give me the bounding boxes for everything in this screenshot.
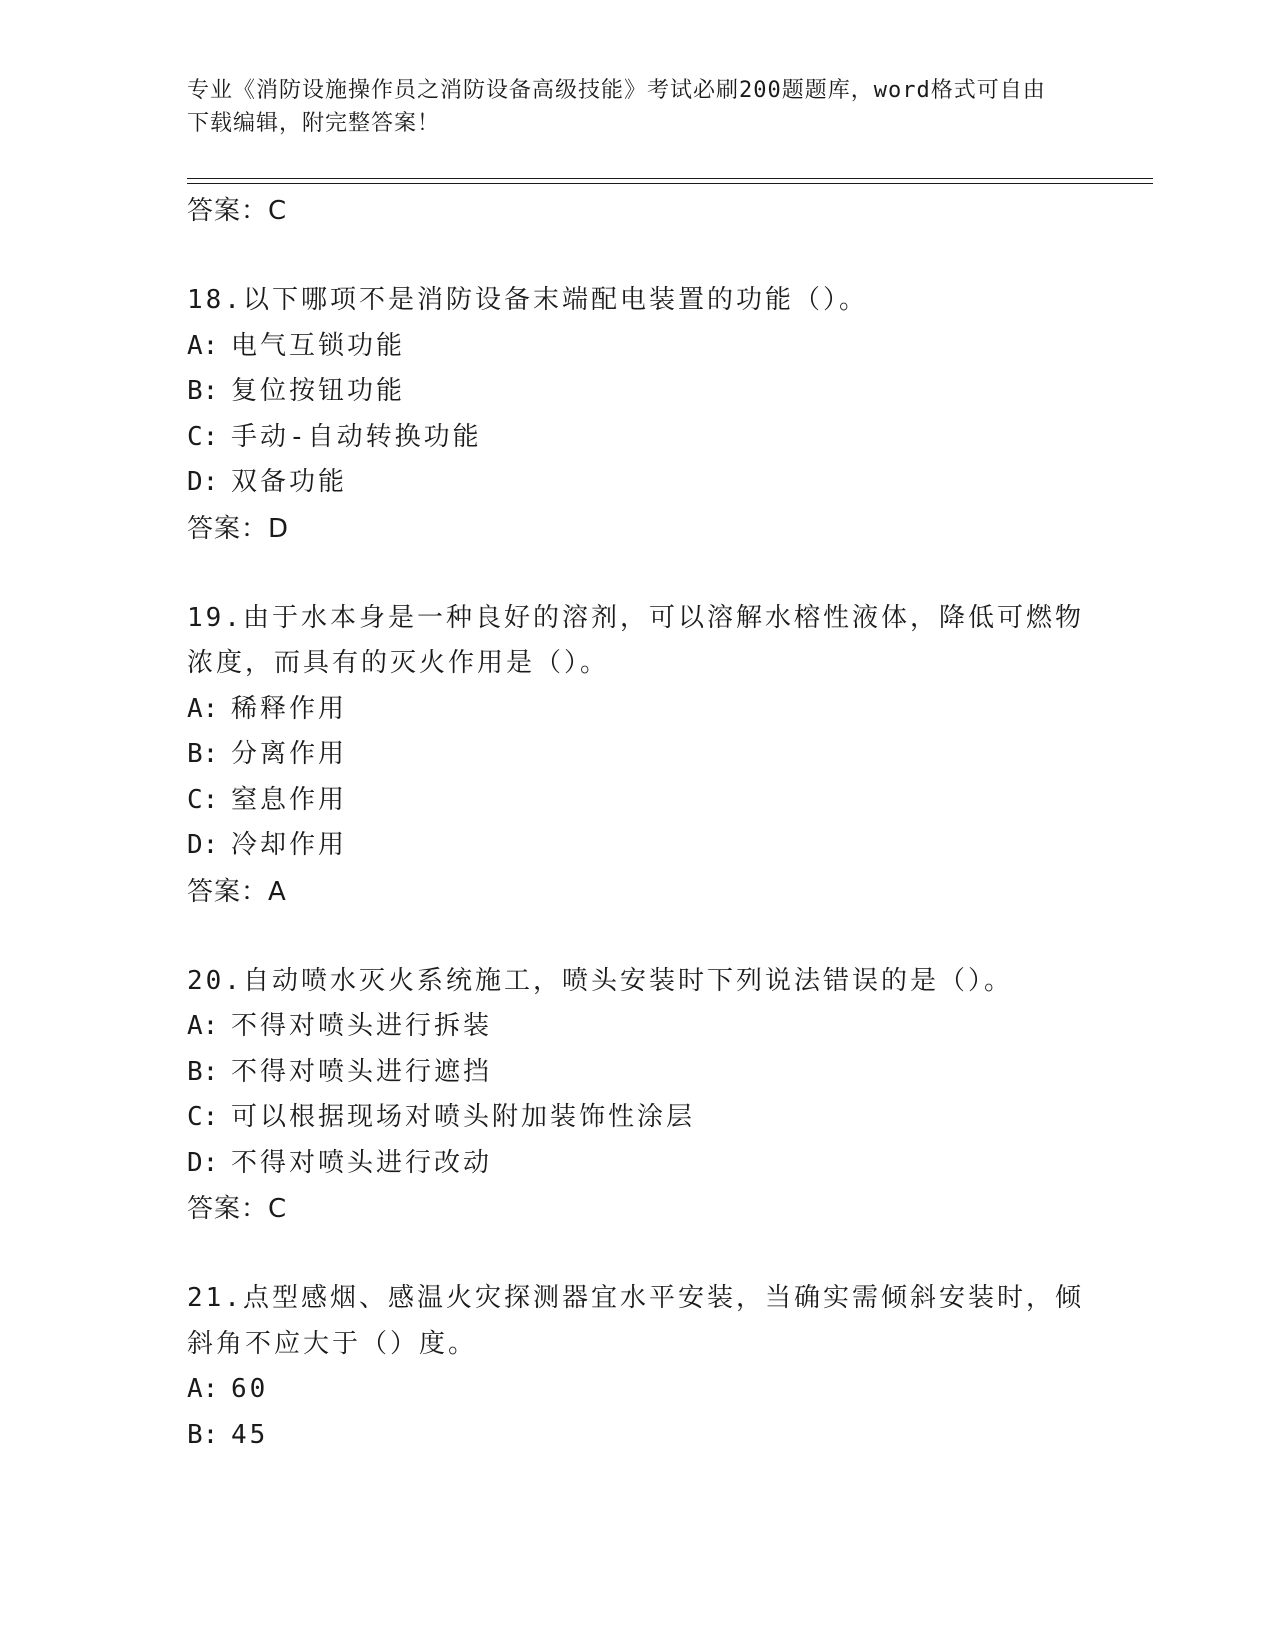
option-letter: A: [187, 1011, 219, 1041]
question-text: 19.由于水本身是一种良好的溶剂，可以溶解水榕性液体，降低可燃物浓度，而具有的灭火作用是（）。 [187, 602, 1084, 678]
option-text: 窒息作用 [231, 784, 348, 815]
option-letter: D: [187, 467, 219, 497]
option-c [187, 778, 1087, 824]
option-text: 双备功能 [231, 467, 348, 497]
option-text: 分离作用 [231, 739, 348, 769]
option-text: 可以根据现场对喷头附加装饰性涂层 [231, 1102, 696, 1132]
header-divider-top [187, 178, 1153, 179]
option-a [187, 324, 1087, 370]
option-letter: B: [187, 1056, 219, 1087]
option-text: 不得对喷头进行遮挡 [231, 1056, 493, 1087]
option-b [187, 732, 1087, 778]
option-text: 复位按钮功能 [231, 376, 406, 406]
option-text: 不得对喷头进行拆装 [231, 1011, 493, 1041]
option-text: 稀释作用 [231, 693, 348, 724]
option-text: 手动-自动转换功能 [231, 421, 482, 452]
answer-line: 答案：A [187, 876, 287, 907]
question-item [187, 596, 1087, 915]
option-letter: A: [187, 1374, 219, 1404]
option-d [187, 823, 1087, 869]
option-text: 冷却作用 [231, 830, 348, 860]
answer-line: 答案：C [187, 196, 288, 226]
option-a [187, 687, 1087, 733]
option-a [187, 1367, 1087, 1413]
option-text: 45 [231, 1419, 269, 1450]
option-letter: A: [187, 693, 219, 724]
option-d [187, 1141, 1087, 1187]
option-letter: C: [187, 1102, 219, 1132]
question-text: 20.自动喷水灭火系统施工，喷头安装时下列说法错误的是（）。 [187, 965, 1013, 996]
question-item [187, 959, 1087, 1233]
option-a [187, 1004, 1087, 1050]
option-c [187, 415, 1087, 461]
question-text: 18.以下哪项不是消防设备末端配电装置的功能（）。 [187, 285, 868, 315]
option-letter: D: [187, 830, 219, 860]
option-text: 60 [231, 1374, 269, 1404]
option-b [187, 1050, 1087, 1096]
option-d [187, 460, 1087, 506]
header-intro-text: 专业《消防设施操作员之消防设备高级技能》考试必刷200题题库，word格式可自由下载编辑，附完整答案！ [187, 78, 1046, 136]
option-c [187, 1095, 1087, 1141]
question-item [187, 1276, 1087, 1458]
question-item [187, 278, 1087, 552]
option-letter: C: [187, 421, 219, 452]
option-letter: A: [187, 330, 219, 361]
option-letter: B: [187, 739, 219, 769]
answer-line: 答案：D [187, 513, 290, 544]
option-text: 电气互锁功能 [231, 330, 406, 361]
option-letter: B: [187, 376, 219, 406]
option-letter: C: [187, 784, 219, 815]
answer-line: 答案：C [187, 1194, 288, 1224]
option-letter: B: [187, 1419, 219, 1450]
question-text: 21.点型感烟、感温火灾探测器宜水平安装，当确实需倾斜安装时，倾斜角不应大于（）度。 [187, 1283, 1084, 1359]
question-list [187, 188, 1087, 1458]
document-header [187, 74, 1067, 140]
header-divider-bottom [187, 183, 1153, 184]
option-text: 不得对喷头进行改动 [231, 1147, 493, 1178]
option-b [187, 1413, 1087, 1459]
option-b [187, 369, 1087, 415]
option-letter: D: [187, 1147, 219, 1178]
